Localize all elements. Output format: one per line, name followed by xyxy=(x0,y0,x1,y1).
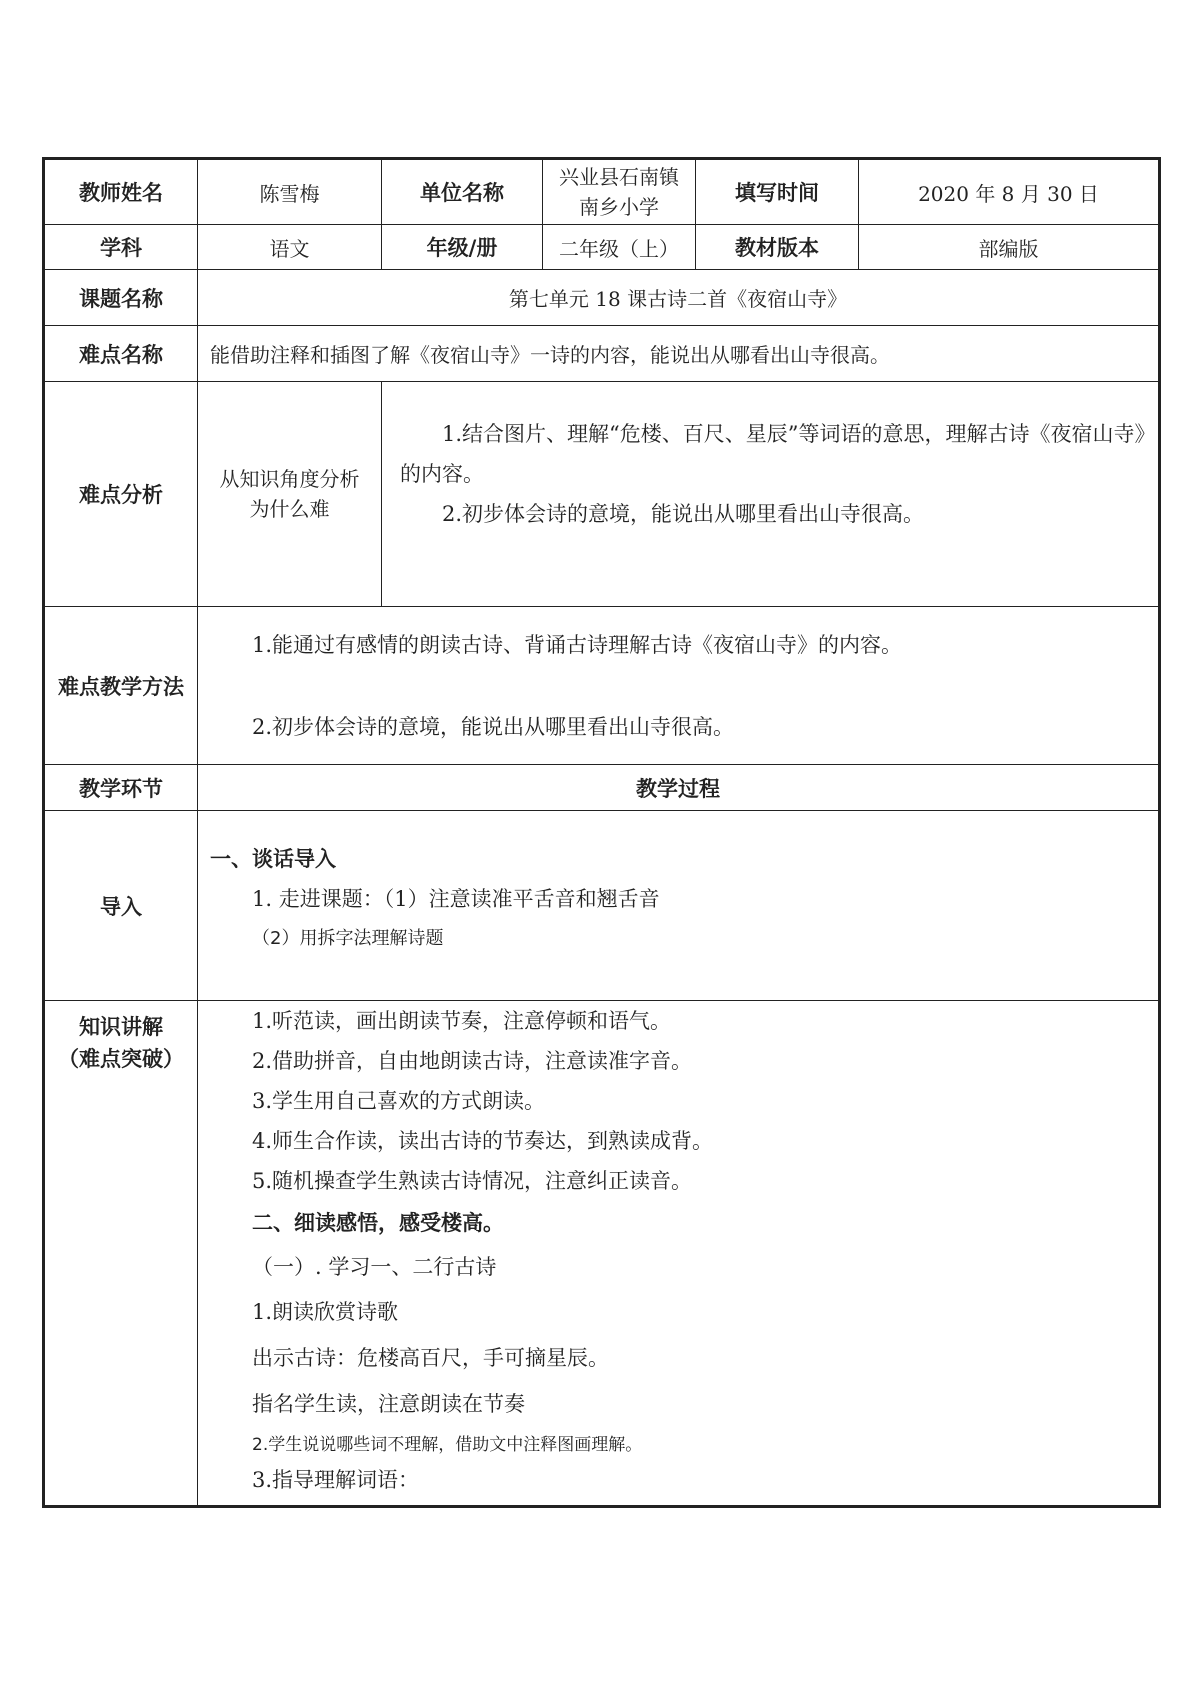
topic-value: 第七单元 18 课古诗二首《夜宿山寺》 xyxy=(198,270,1160,326)
knowledge-step-1: 1.朗读欣赏诗歌 xyxy=(252,1300,399,1324)
knowledge-step-2: 2.学生说说哪些词不理解，借助文中注释图画理解。 xyxy=(252,1435,643,1455)
analysis-row xyxy=(44,382,1160,607)
knowledge-read-note: 指名学生读，注意朗读在节奏 xyxy=(252,1392,525,1416)
knowledge-row xyxy=(44,1001,1160,1507)
process-label: 教学过程 xyxy=(198,765,1160,811)
intro-label: 导入 xyxy=(44,811,198,1001)
stage-label: 教学环节 xyxy=(44,765,198,811)
analysis-content xyxy=(382,382,1160,607)
knowledge-step-3: 3.指导理解词语： xyxy=(252,1468,420,1492)
knowledge-item-1: 1.听范读，画出朗读节奏，注意停顿和语气。 xyxy=(252,1009,672,1033)
difficulty-value: 能借助注释和插图了解《夜宿山寺》一诗的内容，能说出从哪看出山寺很高。 xyxy=(198,326,1160,382)
process-header-row xyxy=(44,765,1160,811)
knowledge-label-2: （难点突破） xyxy=(58,1047,184,1071)
difficulty-row xyxy=(44,326,1160,382)
unit-name-label: 单位名称 xyxy=(382,159,543,225)
lesson-plan-table xyxy=(42,157,1161,1508)
analysis-point-2: 2.初步体会诗的意境，能说出从哪里看出山寺很高。 xyxy=(442,502,925,526)
topic-row xyxy=(44,270,1160,326)
intro-line-2: （2）用拆字法理解诗题 xyxy=(252,928,444,949)
analysis-label: 难点分析 xyxy=(44,382,198,607)
knowledge-label-cell xyxy=(44,1001,198,1507)
knowledge-poem-line: 出示古诗：危楼高百尺，手可摘星辰。 xyxy=(252,1346,609,1370)
fill-date-label: 填写时间 xyxy=(696,159,859,225)
header-row-1 xyxy=(44,159,1160,225)
method-row xyxy=(44,607,1160,765)
topic-label: 课题名称 xyxy=(44,270,198,326)
header-row-2 xyxy=(44,225,1160,270)
difficulty-label: 难点名称 xyxy=(44,326,198,382)
analysis-sub-label: 从知识角度分析为什么难 xyxy=(198,382,382,607)
intro-content xyxy=(198,811,1160,1001)
knowledge-item-5: 5.随机操查学生熟读古诗情况，注意纠正读音。 xyxy=(252,1169,693,1193)
grade-label: 年级/册 xyxy=(382,225,543,270)
textbook-value: 部编版 xyxy=(859,225,1160,270)
subject-label: 学科 xyxy=(44,225,198,270)
subject-value: 语文 xyxy=(198,225,382,270)
analysis-point-1: 1.结合图片、理解“危楼、百尺、星辰”等词语的意思，理解古诗《夜宿山寺》的内容。 xyxy=(400,422,1146,486)
knowledge-label: 知识讲解 xyxy=(79,1015,163,1039)
method-content xyxy=(198,607,1160,765)
knowledge-sub-1: （一）. 学习一、二行古诗 xyxy=(252,1255,497,1279)
method-label: 难点教学方法 xyxy=(44,607,198,765)
knowledge-heading-2: 二、细读感悟，感受楼高。 xyxy=(252,1211,504,1235)
method-point-2: 2.初步体会诗的意境，能说出从哪里看出山寺很高。 xyxy=(252,714,735,739)
unit-name-value: 兴业县石南镇南乡小学 xyxy=(543,159,696,225)
knowledge-item-4: 4.师生合作读，读出古诗的节奏达，到熟读成背。 xyxy=(252,1129,714,1153)
textbook-label: 教材版本 xyxy=(696,225,859,270)
teacher-name-label: 教师姓名 xyxy=(44,159,198,225)
knowledge-item-2: 2.借助拼音，自由地朗读古诗，注意读准字音。 xyxy=(252,1049,693,1073)
intro-line-1: 1. 走进课题：（1）注意读准平舌音和翘舌音 xyxy=(252,887,660,911)
grade-value: 二年级（上） xyxy=(543,225,696,270)
method-point-1: 1.能通过有感情的朗读古诗、背诵古诗理解古诗《夜宿山寺》的内容。 xyxy=(252,632,903,657)
intro-row xyxy=(44,811,1160,1001)
knowledge-item-3: 3.学生用自己喜欢的方式朗读。 xyxy=(252,1089,546,1113)
intro-heading: 一、谈话导入 xyxy=(210,847,336,871)
fill-date-value: 2020 年 8 月 30 日 xyxy=(859,159,1160,225)
knowledge-content xyxy=(198,1001,1160,1507)
teacher-name-value: 陈雪梅 xyxy=(198,159,382,225)
